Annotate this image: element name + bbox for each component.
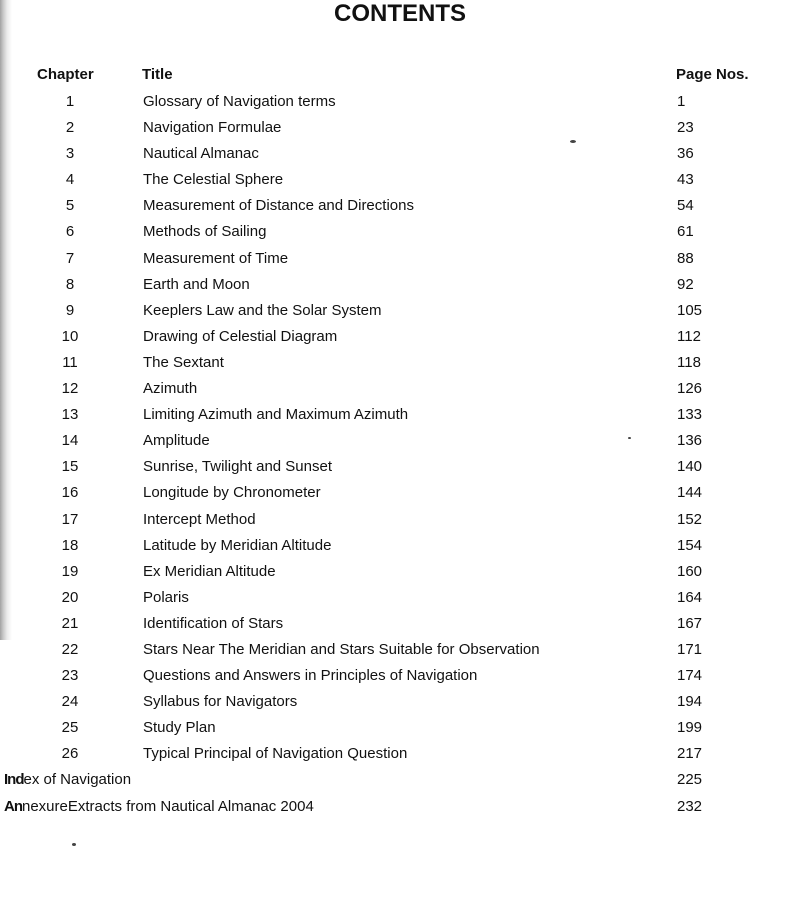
toc-row [0,301,800,327]
chapter-number: 1 [65,93,75,110]
chapter-title: Identification of Stars [143,614,284,632]
toc-row [0,327,800,353]
chapter-title: Earth and Moon [143,275,250,293]
toc-row [0,692,800,718]
page-number: 232 [677,797,703,815]
toc-row [0,510,800,536]
chapter-number: 19 [61,562,79,580]
annexure-title [4,797,314,817]
chapter-number: 8 [65,275,75,293]
page-number: 167 [677,614,703,632]
annexure-title-rest: nexureExtracts from Nautical Almanac 2004 [22,797,314,815]
chapter-number: 16 [61,484,79,502]
scan-speck [570,140,576,143]
chapter-title: Polaris [143,588,189,606]
chapter-title: Methods of Sailing [143,223,267,241]
toc-row [0,353,800,379]
chapter-title: Glossary of Navigation terms [143,93,336,110]
index-title [4,770,131,790]
chapter-title: The Sextant [143,353,224,371]
chapter-number: 26 [61,745,79,763]
chapter-title: Latitude by Meridian Altitude [143,536,332,554]
page-number: 36 [677,145,694,163]
page-title: CONTENTS [334,0,466,27]
toc-row [0,640,800,666]
page-number: 61 [677,223,694,241]
chapter-title: Typical Principal of Navigation Question [143,745,408,763]
chapter-title: Longitude by Chronometer [143,484,321,502]
page-number: 136 [677,432,703,450]
chapter-number: 17 [61,510,79,528]
chapter-number: 2 [65,119,75,137]
chapter-number: 24 [61,693,79,711]
page-number: 92 [677,275,694,293]
annexure-row [0,797,800,823]
chapter-title: Syllabus for Navigators [143,693,298,711]
chapter-title: Drawing of Celestial Diagram [143,327,338,345]
title-column-header: Title [142,66,173,83]
chapter-title: Azimuth [143,380,198,398]
chapter-number: 20 [61,588,79,606]
chapter-number: 22 [61,640,79,658]
toc-row [0,275,800,301]
scan-speck [628,437,631,439]
toc-row [0,588,800,614]
toc-row [0,379,800,405]
annexure-title-bold: An [4,797,22,815]
chapter-column-header: Chapter [37,66,94,83]
toc-row [0,92,800,118]
chapter-number: 4 [65,171,75,189]
chapter-title: Intercept Method [143,510,256,528]
page-number: 199 [677,719,703,737]
chapter-number: 25 [61,719,79,737]
page-number: 217 [677,745,703,763]
table-header [0,66,800,86]
chapter-title: Measurement of Time [143,249,289,267]
chapter-title: Measurement of Distance and Directions [143,197,414,215]
toc-row [0,744,800,770]
chapter-title: Amplitude [143,432,210,450]
chapter-title: The Celestial Sphere [143,171,284,189]
index-title-rest: ex of Navigation [23,771,132,789]
chapter-number: 13 [61,406,79,424]
page-number: 140 [677,458,703,476]
chapter-number: 23 [61,667,79,685]
chapter-number: 18 [61,536,79,554]
index-title-bold: Ind [4,771,24,789]
toc-row [0,457,800,483]
page-number: 112 [677,327,701,345]
chapter-number: 15 [61,458,79,476]
chapter-number: 9 [65,301,75,319]
page-number: 1 [677,93,686,110]
chapter-title: Stars Near The Meridian and Stars Suitable for Observation [143,640,540,658]
toc-row [0,144,800,170]
toc-row [0,249,800,275]
page-number: 118 [677,353,701,371]
chapter-number: 5 [65,197,75,215]
chapter-title: Sunrise, Twilight and Sunset [143,458,333,476]
page-number: 171 [677,640,703,658]
chapter-title: Limiting Azimuth and Maximum Azimuth [143,406,409,424]
chapter-number: 11 [62,353,78,371]
page-number: 160 [677,562,703,580]
chapter-number: 7 [65,249,75,267]
chapter-number: 3 [65,145,75,163]
page-number: 154 [677,536,703,554]
chapter-number: 6 [65,223,75,241]
toc-row [0,483,800,509]
page-number: 164 [677,588,703,606]
chapter-number: 10 [61,327,79,345]
page-number: 88 [677,249,694,267]
toc-row [0,614,800,640]
page-number: 43 [677,171,694,189]
page-column-header: Page Nos. [676,66,749,83]
chapter-number: 14 [61,432,79,450]
chapter-title: Navigation Formulae [143,119,282,137]
chapter-title: Keeplers Law and the Solar System [143,301,382,319]
chapter-title: Questions and Answers in Principles of Navigation [143,667,478,685]
toc-row [0,562,800,588]
page-number: 126 [677,380,703,398]
page-number: 152 [677,510,703,528]
toc-row [0,196,800,222]
page-number: 144 [677,484,703,502]
chapter-title: Nautical Almanac [143,145,259,163]
toc-row [0,170,800,196]
index-row [0,770,800,796]
page-number: 54 [677,197,694,215]
toc-row [0,718,800,744]
toc-row [0,431,800,457]
chapter-number: 21 [61,614,79,632]
page-number: 23 [677,119,694,137]
toc-row [0,118,800,144]
toc-row [0,222,800,248]
scan-speck [72,843,76,846]
page-number: 174 [677,667,703,685]
page-number: 194 [677,693,703,711]
toc-row [0,536,800,562]
contents-list [0,92,800,823]
toc-row [0,666,800,692]
chapter-number: 12 [61,380,79,398]
page-number: 225 [677,771,703,789]
chapter-title: Ex Meridian Altitude [143,562,276,580]
chapter-title: Study Plan [143,719,216,737]
page-number: 133 [677,406,703,424]
toc-row [0,405,800,431]
page-number: 105 [677,301,703,319]
